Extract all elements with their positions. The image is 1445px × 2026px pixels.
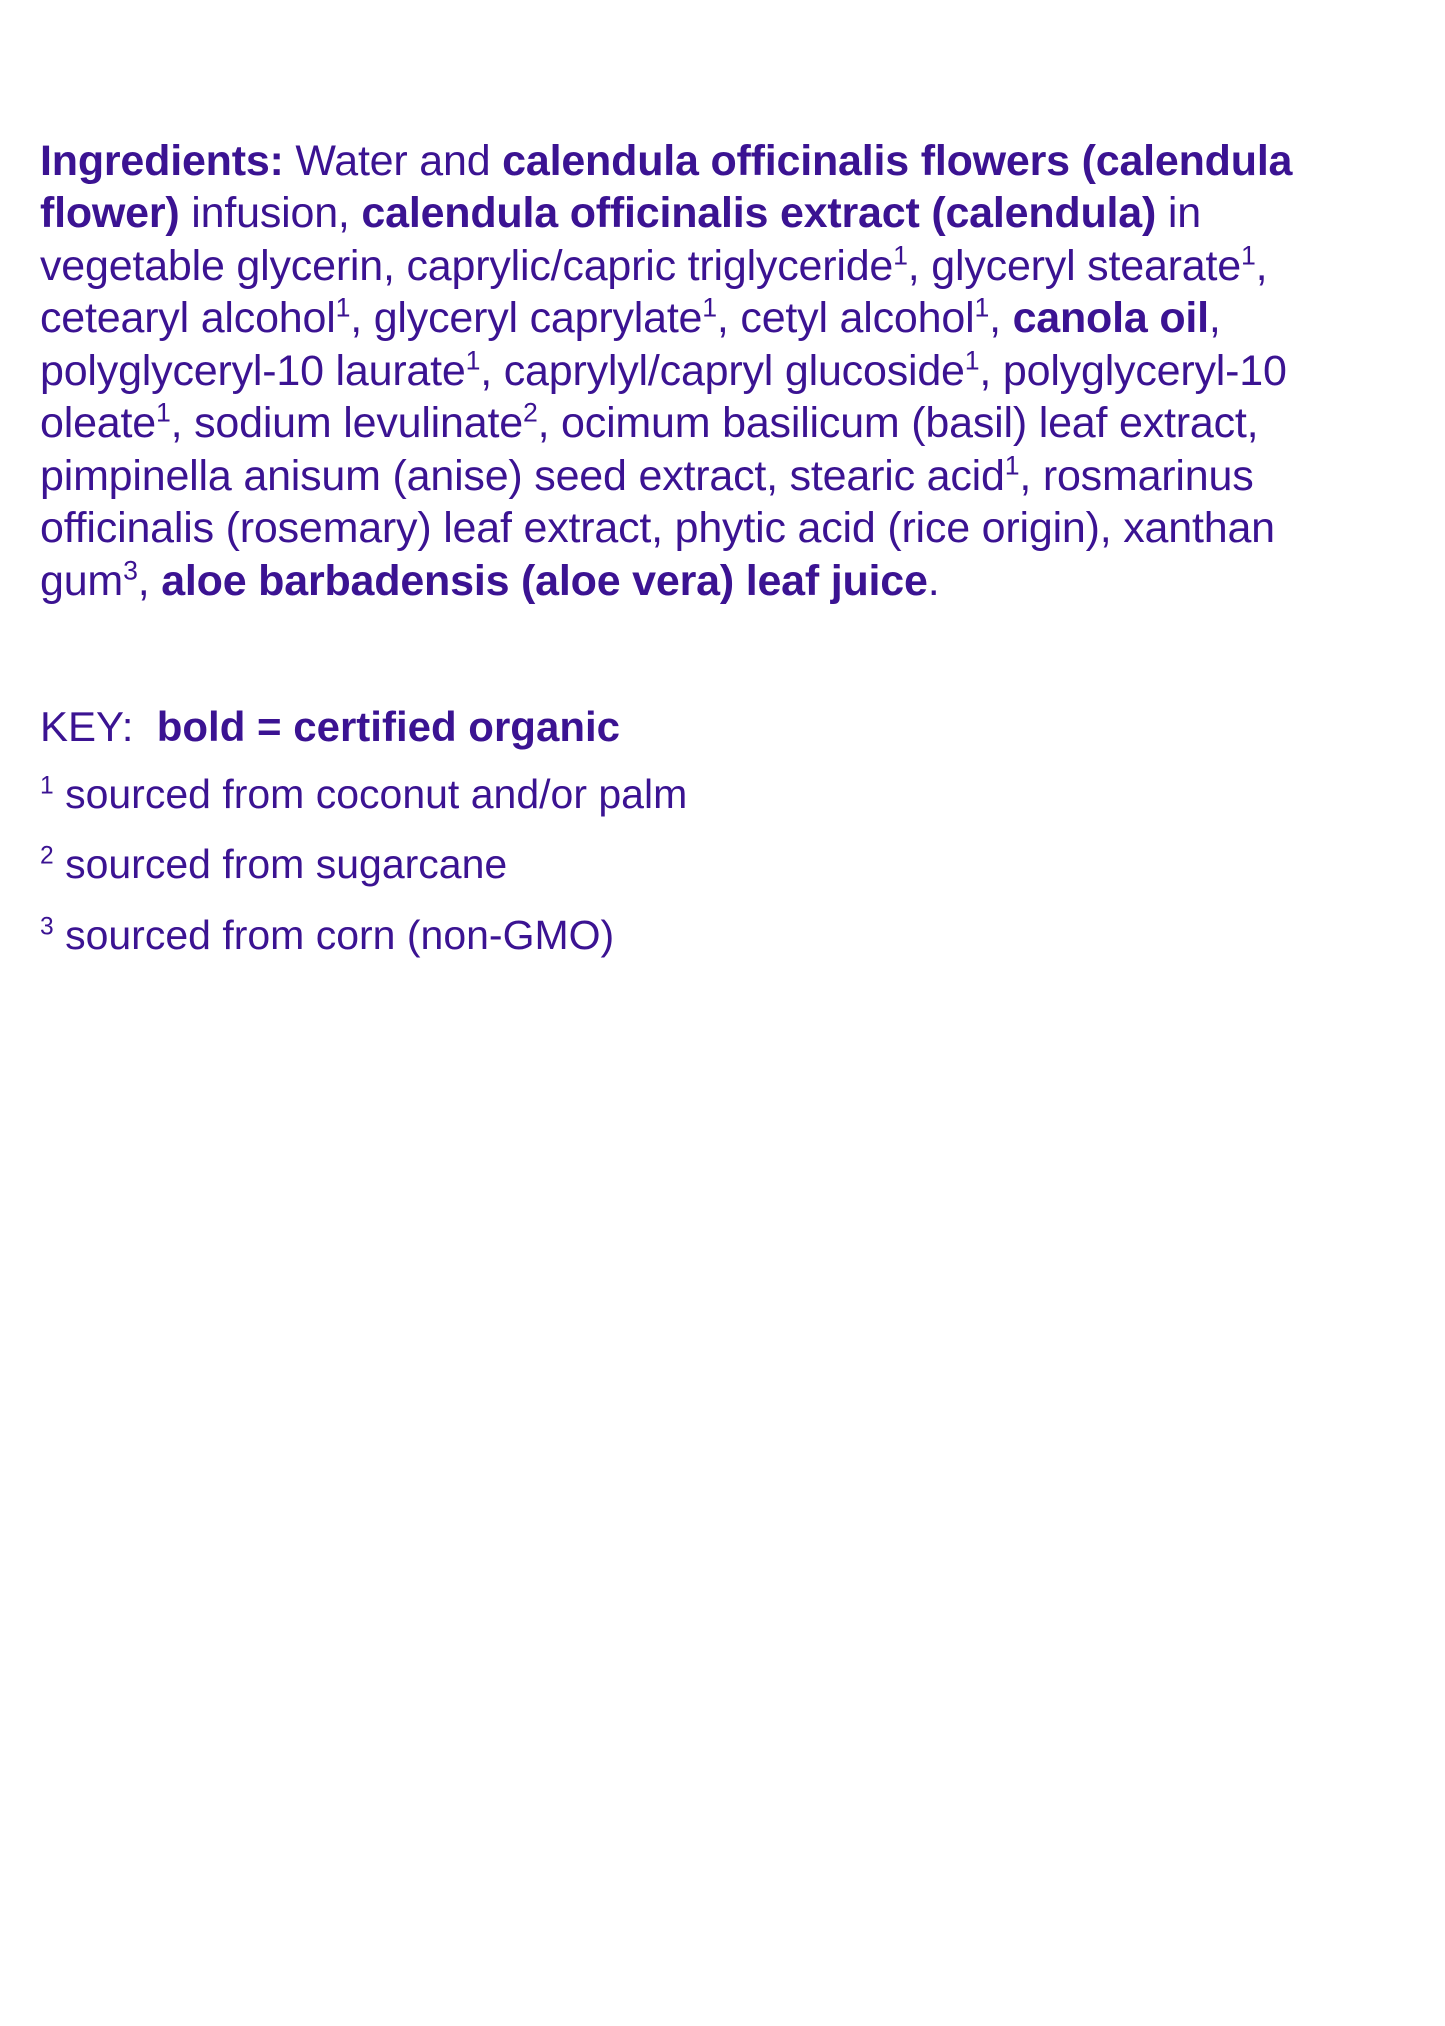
footnote-marker: 1 [893,240,908,271]
footnote-marker: 1 [155,397,171,428]
ingredient-text: infusion, [179,189,362,238]
organic-ingredient: calendula officinalis extract (calendula) [361,189,1157,238]
footnote-marker: 1 [465,345,481,376]
key-footnote [40,905,1393,966]
ingredient-text: , rosmarinus officinalis (rosemary) leaf extract, phytic acid (rice origin), xanthan gum [40,451,1275,605]
ingredient-text: , [137,556,162,605]
key-footnote [40,834,1393,895]
footnote-marker: 1 [40,771,54,799]
footnote-marker: 1 [1004,450,1020,481]
key-footnotes [40,764,1393,966]
ingredient-text: , [989,294,1013,343]
footnote-marker: 1 [335,293,351,324]
ingredient-text: , glyceryl caprylate [350,294,703,343]
footnote-marker: 1 [1240,240,1256,271]
key-heading [40,701,1393,754]
ingredient-text: , cetearyl alcohol [40,241,1268,343]
key-footnote [40,764,1393,825]
footnote-text: sourced from coconut and/or palm [53,770,688,817]
ingredient-text: . [927,556,940,605]
ingredient-text: , ocimum basilicum (basil) leaf extract, pimpinella anisum (anise) seed extract, stearic acid [40,399,1259,500]
ingredient-text: in vegetable glycerin, caprylic/capric triglyceride [40,189,1201,290]
ingredients-paragraph [40,135,1380,607]
footnote-marker: 2 [522,397,538,428]
ingredient-text: , polyglyceryl-10 oleate [40,346,1287,448]
ingredient-text: Water and [283,137,503,185]
footnote-text: sourced from corn (non-GMO) [53,911,615,958]
ingredient-text: , polyglyceryl-10 laurate [40,294,1221,395]
organic-ingredient: calendula officinalis flowers (calendula flower) [40,137,1293,238]
footnote-marker: 1 [974,293,990,324]
organic-ingredient: aloe barbadensis (aloe vera) leaf juice [161,556,928,605]
ingredient-text: , sodium levulinate [170,399,523,448]
footnote-marker: 3 [40,913,54,941]
ingredients-body [40,137,1292,605]
key-block [40,701,1393,966]
footnote-text: sourced from sugarcane [53,841,508,888]
footnote-marker: 1 [702,293,717,324]
organic-ingredient: canola oil [1012,294,1209,343]
ingredient-text: , glyceryl stearate [907,241,1241,290]
ingredient-text: , cetyl alcohol [716,294,975,343]
key-label: KEY: [40,703,134,751]
footnote-marker: 2 [40,842,54,870]
ingredients-label: Ingredients: [40,137,284,185]
footnote-marker: 1 [964,345,980,376]
key-definition: bold = certified organic [156,703,621,751]
footnote-marker: 3 [123,555,138,586]
ingredient-text: , caprylyl/capryl glucoside [480,346,965,395]
